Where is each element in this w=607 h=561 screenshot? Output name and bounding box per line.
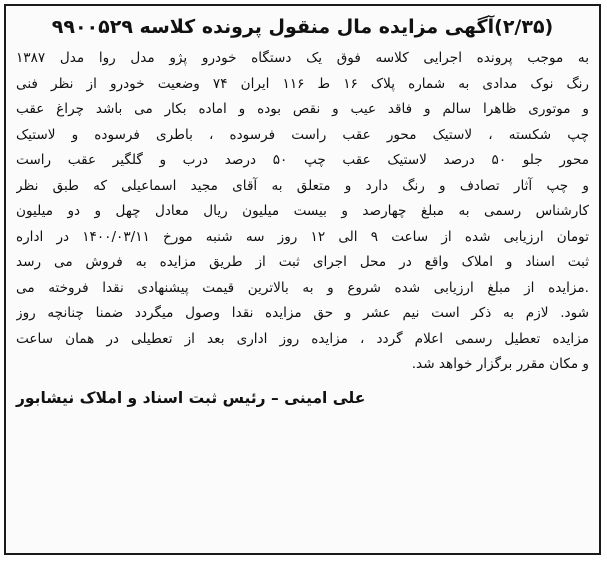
notice-line: و چپ آثار تصادف و رنگ دارد و متعلق به آقای مجید اسماعیلی که طبق نظر [16, 177, 589, 194]
notice-line: تومان ارزیابی شده از ساعت ۹ الی ۱۲ روز سه شنبه مورخ ۱۴۰۰/۰۳/۱۱ در اداره [16, 228, 589, 245]
notice-line: چپ شکسته ، لاستیک محور عقب راست فرسوده ، باطری فرسوده و لاستیک [16, 126, 589, 143]
notice-line: محور جلو ۵۰ درصد لاستیک عقب چپ ۵۰ درصد درب و گلگیر عقب راست [16, 152, 589, 168]
notice-title: (۲/۳۵)آگهی مزایده مال منقول پرونده کلاسه ۹۹۰۰۵۲۹ [51, 16, 554, 38]
notice-signature: علی امینی – رئیس ثبت اسناد و املاک نیشابور [16, 388, 366, 407]
notice-line: کارشناس رسمی به مبلغ چهارصد و بیست میلیون ریال معادل چهل و دو میلیون [16, 203, 589, 219]
notice-line: .مزایده از مبلغ ارزیابی شده شروع و به بالاترین قیمت پیشنهادی نقدا فروخته می [16, 279, 589, 296]
notice-box [4, 4, 601, 555]
notice-line: شود. لازم به ذکر است نیم عشر و حق مزایده نقدا وصول میگردد ضمنا چنانچه روز [16, 305, 589, 321]
notice-line: ثبت اسناد و املاک واقع در محل اجرای ثبت از طریق مزایده به فروش می رسد [16, 254, 589, 270]
notice-line: و مکان مقرر برگزار خواهد شد. [411, 356, 589, 372]
notice-line: مزایده تعطیل رسمی اعلام گردد ، مزایده روز اداری بعد از تعطیلی در همان ساعت [16, 330, 589, 347]
notice-body [16, 46, 589, 378]
notice-line: به موجب پرونده اجرایی کلاسه فوق یک دستگاه خودرو پژو مدل روا مدل ۱۳۸۷ [16, 50, 589, 66]
notice-line: و موتوری ظاهرا سالم و فاقد عیب و نقص بوده و اماده بکار می باشد چراغ عقب [16, 101, 589, 117]
notice-line: رنگ نوک مدادی به شماره پلاک ۱۶ ط ۱۱۶ ایران ۷۴ وضعیت خودرو از نظر فنی [16, 75, 589, 92]
